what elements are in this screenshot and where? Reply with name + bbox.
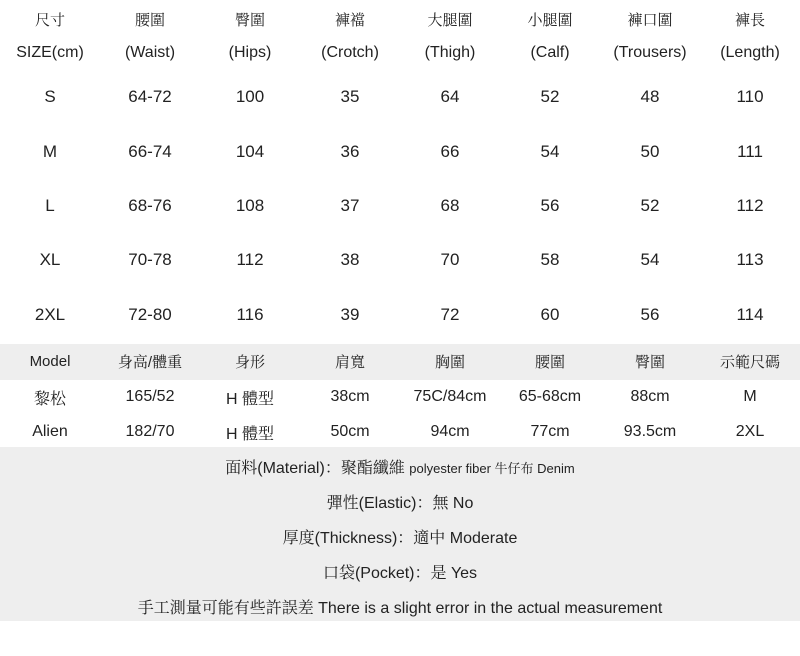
thigh-value: 70 xyxy=(440,250,460,270)
model-header-model: Model xyxy=(29,353,71,371)
calf-value: 58 xyxy=(540,250,560,270)
hips-value: 112 xyxy=(236,250,264,270)
header-cn-size: 尺寸 xyxy=(34,11,65,29)
pocket-note: 口袋(Pocket)：是 Yes xyxy=(322,565,478,582)
model-header-waist: 腰圍 xyxy=(534,354,565,372)
trousers-value: 48 xyxy=(640,87,660,107)
crotch-value: 37 xyxy=(340,195,360,215)
model-header-bust: 胸圍 xyxy=(434,354,465,372)
calf-value: 56 xyxy=(540,195,560,215)
waist-value: 72-80 xyxy=(128,304,172,324)
trousers-value: 56 xyxy=(640,304,660,324)
header-en-size: SIZE(cm) xyxy=(16,44,84,61)
measurement-error-note: 手工測量可能有些許誤差 There is a slight error in the actual measurement xyxy=(137,600,663,617)
material-detail: polyester fiber 牛仔布 Denim xyxy=(409,461,575,476)
size-label: L xyxy=(45,195,55,215)
size-label: S xyxy=(44,87,56,107)
thigh-value: 64 xyxy=(440,87,460,107)
fabric-notes-section xyxy=(0,447,800,621)
size-row-s xyxy=(0,70,800,124)
model-body-type: H 體型 xyxy=(225,390,274,408)
model-size-worn: M xyxy=(743,388,757,406)
model-header-size-worn: 示範尺碼 xyxy=(719,354,780,372)
size-label: 2XL xyxy=(34,304,66,324)
trousers-value: 54 xyxy=(640,250,660,270)
header-cn-crotch: 褲襠 xyxy=(334,11,365,29)
elastic-note: 彈性(Elastic)：無 No xyxy=(326,495,474,512)
model-size-worn: 2XL xyxy=(735,423,765,441)
header-cn-trousers: 褲口圍 xyxy=(627,11,673,29)
header-cn-calf: 小腿圍 xyxy=(527,11,573,29)
trousers-value: 50 xyxy=(640,141,660,161)
size-row-2xl xyxy=(0,288,800,342)
size-label: XL xyxy=(39,250,61,270)
header-en-trousers: (Trousers) xyxy=(613,44,687,61)
model-header-height-weight: 身高/體重 xyxy=(117,354,183,372)
size-row-l xyxy=(0,179,800,233)
model-waist: 77cm xyxy=(530,423,570,441)
model-header-body-type: 身形 xyxy=(234,354,265,372)
model-hips: 88cm xyxy=(630,388,670,406)
trousers-value: 52 xyxy=(640,195,660,215)
header-cn-waist: 腰圍 xyxy=(134,11,165,29)
header-en-crotch: (Crotch) xyxy=(321,44,379,61)
model-waist: 65-68cm xyxy=(518,388,582,406)
model-height-weight: 182/70 xyxy=(125,423,175,441)
crotch-value: 36 xyxy=(340,141,360,161)
hips-value: 104 xyxy=(235,141,265,161)
model-name: Alien xyxy=(32,423,68,441)
waist-value: 64-72 xyxy=(128,87,172,107)
header-cn-length: 褲長 xyxy=(734,11,765,29)
header-row-english xyxy=(0,36,800,70)
length-value: 111 xyxy=(737,141,763,161)
crotch-value: 35 xyxy=(340,87,360,107)
size-row-m xyxy=(0,124,800,178)
material-label: 面料(Material)：聚酯纖維 xyxy=(225,460,405,477)
hips-value: 116 xyxy=(236,304,264,324)
size-label: M xyxy=(42,141,58,161)
hips-value: 108 xyxy=(235,195,265,215)
model-header-shoulder: 肩寬 xyxy=(334,354,365,372)
model-header-hips: 臀圍 xyxy=(634,354,665,372)
header-cn-hips: 臀圍 xyxy=(234,11,265,29)
material-note xyxy=(0,455,800,478)
model-row-1 xyxy=(0,380,800,415)
header-en-calf: (Calf) xyxy=(530,44,570,61)
length-value: 114 xyxy=(736,304,764,324)
header-en-hips: (Hips) xyxy=(228,44,272,61)
model-shoulder: 38cm xyxy=(330,388,370,406)
model-bust: 75C/84cm xyxy=(413,388,487,406)
hips-value: 100 xyxy=(235,87,265,107)
calf-value: 52 xyxy=(540,87,560,107)
crotch-value: 38 xyxy=(340,250,360,270)
header-en-length: (Length) xyxy=(720,44,780,61)
waist-value: 70-78 xyxy=(128,250,172,270)
length-value: 110 xyxy=(736,87,764,107)
model-bust: 94cm xyxy=(430,423,470,441)
model-row-2 xyxy=(0,415,800,450)
waist-value: 66-74 xyxy=(128,141,172,161)
waist-value: 68-76 xyxy=(128,195,172,215)
calf-value: 54 xyxy=(540,141,560,161)
length-value: 113 xyxy=(736,250,764,270)
model-header-row xyxy=(0,344,800,380)
size-row-xl xyxy=(0,233,800,287)
thigh-value: 66 xyxy=(440,141,460,161)
thigh-value: 68 xyxy=(440,195,460,215)
model-name: 黎松 xyxy=(33,390,66,408)
calf-value: 60 xyxy=(540,304,560,324)
model-hips: 93.5cm xyxy=(623,423,677,441)
length-value: 112 xyxy=(736,195,764,215)
crotch-value: 39 xyxy=(340,304,360,324)
model-height-weight: 165/52 xyxy=(125,388,175,406)
header-en-thigh: (Thigh) xyxy=(424,44,476,61)
model-body-type: H 體型 xyxy=(225,425,274,443)
header-cn-thigh: 大腿圍 xyxy=(427,11,473,29)
header-row-chinese xyxy=(0,0,800,36)
header-en-waist: (Waist) xyxy=(124,44,176,61)
thigh-value: 72 xyxy=(440,304,460,324)
model-shoulder: 50cm xyxy=(330,423,370,441)
thickness-note: 厚度(Thickness)：適中 Moderate xyxy=(282,530,518,547)
